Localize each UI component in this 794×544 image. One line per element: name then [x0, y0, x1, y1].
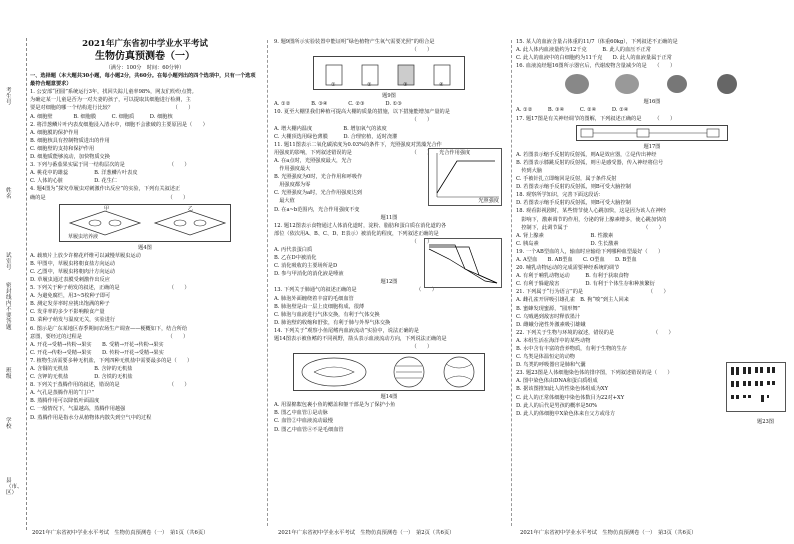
figure-14 [293, 353, 485, 391]
question-line: 17. 题17图是有关神经调节的图解，下列叙述正确的是 （ ） [516, 115, 676, 122]
question-line: D. 细胞质能够流动，加快物质交换 [30, 154, 110, 161]
question-line: 16. 血液流经题16图所示器官后，代谢废物含量减少的是 （ ） [516, 63, 676, 70]
question-line: C. 乙图中，草履虫将朝肉汁方向运动 [30, 268, 115, 275]
question-line: 用强度都为零 [274, 182, 311, 189]
question-line: 19. 一个AB型血的人，输血时应输给下列哪种血型最好（ ） [516, 248, 664, 255]
column-divider [511, 40, 512, 526]
fig11-ylabel: 光合作用强度 [439, 150, 471, 157]
figure-23-drawing [727, 363, 785, 411]
fig9-label-3: ③ [403, 82, 408, 89]
question-line: B. 据该图推知此人的性染色体组成为XY [516, 386, 609, 393]
question-line: 题14图表示被鱼鳍的不同视野，箭头表示血液流动方向，下列说法正确的是 [274, 336, 447, 342]
question-line: A. 开花→受精→传粉→果实 B. 受精→开花→传粉→果实 [30, 341, 164, 348]
question-line: B. 若图表示膝跳反射的反射弧，则④是感受器，传入神经将信号 [516, 159, 664, 166]
question-line: C. 有利于躲避敌害 D. 有利于个体生存和种族繁衍 [516, 281, 655, 288]
question-line: D. 鸟类的呼吸器官是肺和气囊 [516, 362, 586, 369]
question-line: C. 鸟类是体温恒定的动物 [516, 354, 575, 361]
question-line: 4. 题4图为“探究草履虫对刺激作出反应”的实验，下列有关叙述正 [30, 186, 181, 193]
section-header: 一、选择题（本大题共30小题，每小题2分，共60分。在每小题列出的四个选项中，只有一个选项最符合题意要求） [30, 73, 256, 88]
figure-4-caption: 题4图 [138, 244, 152, 251]
question-line: C. 细胞壁的支持和保护作用 [30, 145, 95, 152]
binding-margin [0, 38, 27, 530]
question-line: D. 在a~b范围内，光合作用强度不变 [274, 206, 360, 213]
figure-23 [726, 362, 786, 412]
footer-page-2: 2021年广东省初中学业水平考试 生物仿真预测卷（一） 第2页（共6页） [278, 530, 455, 536]
figure-4 [59, 204, 231, 242]
question-line: 15. 某人的血液含量占体重的11/7（体重60kg），下列叙述不正确的是 [516, 39, 678, 45]
question-line: A. 图中染色体由DNA和蛋白质组成 [516, 378, 598, 385]
question-line: B. 甲图中，草履虫将朝食盐方向运动 [30, 260, 115, 267]
figure-12 [424, 238, 502, 288]
question-line: C. 此人的正常体细胞中染色体数目为22对+XY [516, 394, 625, 401]
footer-page-1: 2021年广东省初中学业水平考试 生物仿真预测卷（一） 第1页（共6页） [32, 530, 209, 536]
question-line: 18. 观看影视剧时，某些情节使人心跳加快，这是因为该人在神经 [516, 208, 666, 215]
footer-page-3: 2021年广东省初中学业水平考试 生物仿真预测卷（一） 第3页（共6页） [520, 530, 697, 536]
column-2 [274, 38, 504, 526]
question-line: C. 开花→传粉→受精→果实 D. 传粉→开花→受精→果实 [30, 349, 164, 356]
candidate-number-label: 考生号 [6, 88, 12, 106]
question-line: D. 肺泡壁的收缩和舒张，有利于肺与外界气体交换 [274, 319, 391, 326]
question-line: A. 在a点时，光照强度最大，光合 [274, 157, 352, 164]
question-line: C. 光照强度为a时，光合作用强度达到 [274, 190, 362, 197]
fig9-label-1: ① [331, 82, 336, 89]
question-line: A. A型血 B. AB型血 C. O型血 D. B型血 [516, 256, 637, 263]
question-list-3 [516, 38, 788, 70]
question-line: C. 肺泡与血液进行气体交换，有利于气体交换 [274, 311, 380, 318]
question-list-2e [274, 401, 504, 433]
question-line: B. 蒸腾作用可以降低叶面温度 [30, 398, 100, 405]
room-label: 试室号 [6, 253, 12, 271]
question-line: A. 雌孔雀开屏吸引雄孔雀 B. 狗“嗅”到主人回来 [516, 297, 629, 304]
question-line: B. 水中含有丰富的营养物质，有利于生物的生存 [516, 346, 627, 352]
question-line: 意图，要经过的过程是 （ ） [30, 333, 189, 340]
figure-11-caption: 题11图 [380, 214, 398, 221]
question-line: C. 血管②中血液流动最慢 [274, 418, 333, 425]
question-line: 21. 下列属于“行为语言”的是 （ ） [516, 289, 669, 296]
question-line: 10. 夏至大棚里我们种植可提高大棚的质量的措施，以下措施能增加产量的是 [274, 109, 450, 116]
question-line: 1. 公安部“团圆”系统运行3年，找回失踪儿童率98%，网友们纷纷点赞。 [30, 89, 197, 96]
fig11-xlabel: 光照强度 [478, 198, 499, 205]
question-line: 6. 图示是广东某地区春季期间农场生产调查——梗概如下，结合所给 [30, 325, 188, 332]
question-line: 最大值 [274, 198, 295, 205]
question-line: 20. 哺乳动物运动的完成需要神经系统的调节 [516, 265, 620, 272]
question-line: A. 肾上腺素 B. 性激素 [516, 232, 614, 239]
figure-14-caption: 题14图 [380, 394, 398, 401]
question-line: C. 消化吸收的主要场所是D [274, 263, 338, 270]
question-line: 传到大脑 [516, 167, 542, 174]
figure-14-drawing [294, 354, 484, 390]
question-line: 确的是 （ ） [30, 194, 189, 201]
question-line: A. 此人体内血液量约为12千克 B. 此人的血压不正常 [516, 47, 651, 54]
question-line: 13. 下列关于肺通气的叙述正确的是 （ ） [274, 287, 437, 294]
question-line: A. 气孔是蒸腾作用的“门户” [30, 390, 95, 397]
fig4-label-culture: 草履虫培养液 [68, 233, 99, 240]
question-list-1 [30, 88, 260, 201]
question-line: C. 胰岛素 D. 生长激素 [516, 240, 619, 247]
question-line: （ ） [274, 117, 433, 124]
question-line: 5. 下列关于种子萌发的叙述，正确的是 （ ） [30, 285, 190, 292]
fig4-label-b: 乙 [188, 205, 194, 212]
exam-title: 2021年广东省初中学业水平考试 [82, 39, 208, 49]
question-line: A. 有利于哺乳动物运动 B. 有利于获取食物 [516, 273, 629, 280]
figure-12-caption: 题12图 [380, 279, 398, 286]
question-list-3b [516, 106, 788, 122]
question-line: C. 发芽率的多少不影响粮食产量 [30, 309, 105, 316]
question-line: A. ①② B. ③④ C. ②④ D. ①④ [516, 107, 629, 114]
question-line: C. 乌贼遇到敌害时释放墨汁 [516, 313, 581, 320]
question-line: D. 图乙中血管④不是毛细血管 [274, 426, 344, 433]
question-line: A. 若图表示缩手反射的反射弧，则A是效应器，②是传出神经 [516, 151, 657, 158]
question-line: D. 参与甲消化的消化液是唾液 [274, 271, 344, 278]
question-line: 23. 题23图是人体细胞染色体的排序图，下列叙述错误的是（ ） [516, 370, 673, 377]
question-line: 11. 题11图表示二氧化碳浓度为0.03%的条件下，光照强度对黑藻光合作 [274, 141, 442, 148]
school-label: 学校 [6, 418, 12, 430]
figure-17-drawing [577, 126, 727, 140]
county-label: 县（市、区） [6, 478, 23, 496]
question-line: 22. 下列关于生物与环境的叙述，错误的是 （ ） [516, 329, 674, 336]
column-1 [30, 38, 260, 526]
figure-12-drawing [425, 239, 501, 287]
question-line: 要是对细胞的哪一个结构进行比较？ （ ） [30, 105, 194, 112]
question-line: 7. 植物生活需要多种无机盐，下列四种无机盐中需要最多的是（ ） [30, 357, 193, 364]
question-line: D. 若图表示缩手反射的反射弧，则B可受大脑控制 [516, 184, 631, 191]
class-label: 班级 [6, 368, 12, 380]
question-list-2d [274, 286, 504, 351]
fig4-label-a: 甲 [104, 205, 110, 212]
question-line: B. 图乙中血管①是动脉 [274, 410, 328, 417]
question-line: 作用强度最大 [274, 166, 311, 173]
question-line: 18. 观察所学知识，完善下面这段话： [516, 192, 604, 199]
question-line: 为确定某一儿童是否为一对夫妻的孩子，可以提取其细胞进行检测，主 [30, 97, 191, 104]
question-line: （ ） [274, 344, 433, 351]
question-line: 8. 下列关于蒸腾作用的叙述，错误的是 （ ） [30, 382, 190, 389]
question-line: D. 此人的后代是男孩的概率是50% [516, 402, 598, 409]
question-line: 9. 题9图所示实验装置中能证明“绿色植物产生氧气需要光照”的组合是 [274, 39, 435, 45]
question-list-2 [274, 38, 504, 54]
question-line: A. 桃花中的雄蕊 B. 洋葱鳞片叶表皮 [30, 170, 138, 177]
question-line: B. 肺泡壁是由一层上皮细胞构成，很薄 [274, 303, 365, 310]
figure-23-caption: 题23图 [757, 418, 774, 425]
question-line: D. 若图表示缩手反射的反射弧，则B可受大脑控制 [516, 200, 631, 207]
question-line: C. 手被针扎立即缩回是反射，属于条件反射 [516, 176, 617, 183]
question-line: 14. 下列关于“观察小鱼尾鳍内血液流动”实验中，说法正确的是 [274, 327, 419, 334]
figure-16-caption: 题16图 [643, 99, 661, 106]
figure-16 [552, 72, 752, 96]
question-line: A. 含铜的无机盐 B. 含锌的无机盐 [30, 366, 133, 372]
question-line: 控制下，此调节属于 （ ） [516, 224, 664, 231]
figure-17-caption: 题17图 [643, 143, 661, 150]
question-line: B. 细胞核具有控制物质进出的作用 [30, 137, 110, 144]
question-line: C. 含钾的无机盐 D. 含铁的无机盐 [30, 374, 133, 381]
question-list-1b [30, 252, 260, 422]
question-line: 部位（依次用A、B、C、D、E表示）被消化的程度，下列叙述正确的是 [274, 230, 439, 237]
question-line: C. 一般情况下，气温越高，蒸腾作用越强 [30, 406, 126, 413]
question-line: C. 大棚顶选用绿色薄膜 D. 合理密植，适时浇灌 [274, 133, 398, 140]
figure-11 [428, 148, 502, 206]
figure-16-drawing [552, 72, 752, 96]
question-line: A. 为避免腐烂，用3~5枚种子即可 [30, 293, 111, 300]
question-line: D. 雌蛾分泌性外激素吸引雄蛾 [516, 321, 586, 328]
question-line: （ ） [274, 238, 433, 245]
question-line: D. 此人的体细胞中X染色体来自父方或母方 [516, 410, 616, 417]
exam-subtitle: 生物仿真预测卷（一） [95, 51, 195, 62]
fig9-label-2: ② [367, 82, 372, 89]
question-line: B. 光照强度为0时，光合作用和呼吸作 [274, 174, 363, 181]
seal-warning: 密封线内不要答题 [6, 283, 12, 331]
question-line: 影响下，激素调节的作用，分泌的肾上腺素增多，使心跳加快的 [516, 216, 667, 223]
question-line: A. 丙代表蛋白质 [274, 246, 313, 253]
question-line: C. 此人的血液中的白细胞约为11千克 D. 此人的血液量属于正常 [516, 55, 672, 62]
question-line: A. 载玻片上放少许棉花纤维可以减慢草履虫运动 [30, 252, 141, 259]
figure-17 [576, 125, 728, 141]
question-line: B. 蜜蜂发现蜜源，“圆形舞” [516, 305, 581, 312]
question-line: B. 乙在D中被消化 [274, 255, 317, 262]
question-line: D. 菜种子萌发与温度无关，实验进行 [30, 317, 116, 324]
question-line: A. 本组生活在海洋中的某些动物 [516, 337, 591, 344]
question-line: D. 草履虫通过表膜受刺激作出反应 [30, 276, 110, 283]
question-line: A. 用湿棉絮包裹小鱼的鳃盖和躯干部是为了保护小鱼 [274, 402, 396, 409]
question-line: B. 测定发芽率时应挑出饱满的种子 [30, 301, 110, 308]
column-3 [516, 38, 788, 526]
figure-9 [313, 56, 465, 90]
question-line: 2. 将洋葱鳞片叶内表皮细胞浸入清水中，细胞不会涨破的主要原因是（ ） [30, 121, 208, 128]
question-line: 3. 下列与番茄果实属于同一结构层次的是 （ ） [30, 162, 190, 169]
fig9-label-4: ④ [439, 82, 444, 89]
question-line: A. 增大棚内温度 B. 增加氧气的浓度 [274, 125, 387, 132]
question-line: C. 人体的心脏 D. 花生仁 [30, 178, 117, 185]
figure-9-caption: 题9图 [382, 93, 396, 100]
name-label: 姓名 [6, 188, 12, 200]
question-line: D. 蒸腾作用是指水分从植物体内散失到空气中的过程 [30, 414, 152, 421]
question-line: （ ） [274, 47, 433, 54]
question-line: A. 肺泡外面缠绕着丰富的毛细血管 [274, 295, 354, 302]
question-line: A. ①② B. ③④ C. ②③ D. ①③ [274, 101, 402, 108]
question-line: A. 细胞壁 B. 细胞膜 C. 细胞质 D. 细胞核 [30, 113, 173, 120]
question-line: A. 细胞膜的保护作用 [30, 129, 79, 136]
question-line: 12. 题12图表示食物通过人体消化道时，淀粉、脂肪和蛋白质在消化道的各 [274, 222, 447, 229]
exam-meta: （满分：100分 时间：60分钟） [105, 65, 185, 71]
question-line: 用强度的影响，下列叙述错误的是 （ ） [274, 149, 433, 156]
column-divider [267, 40, 268, 526]
